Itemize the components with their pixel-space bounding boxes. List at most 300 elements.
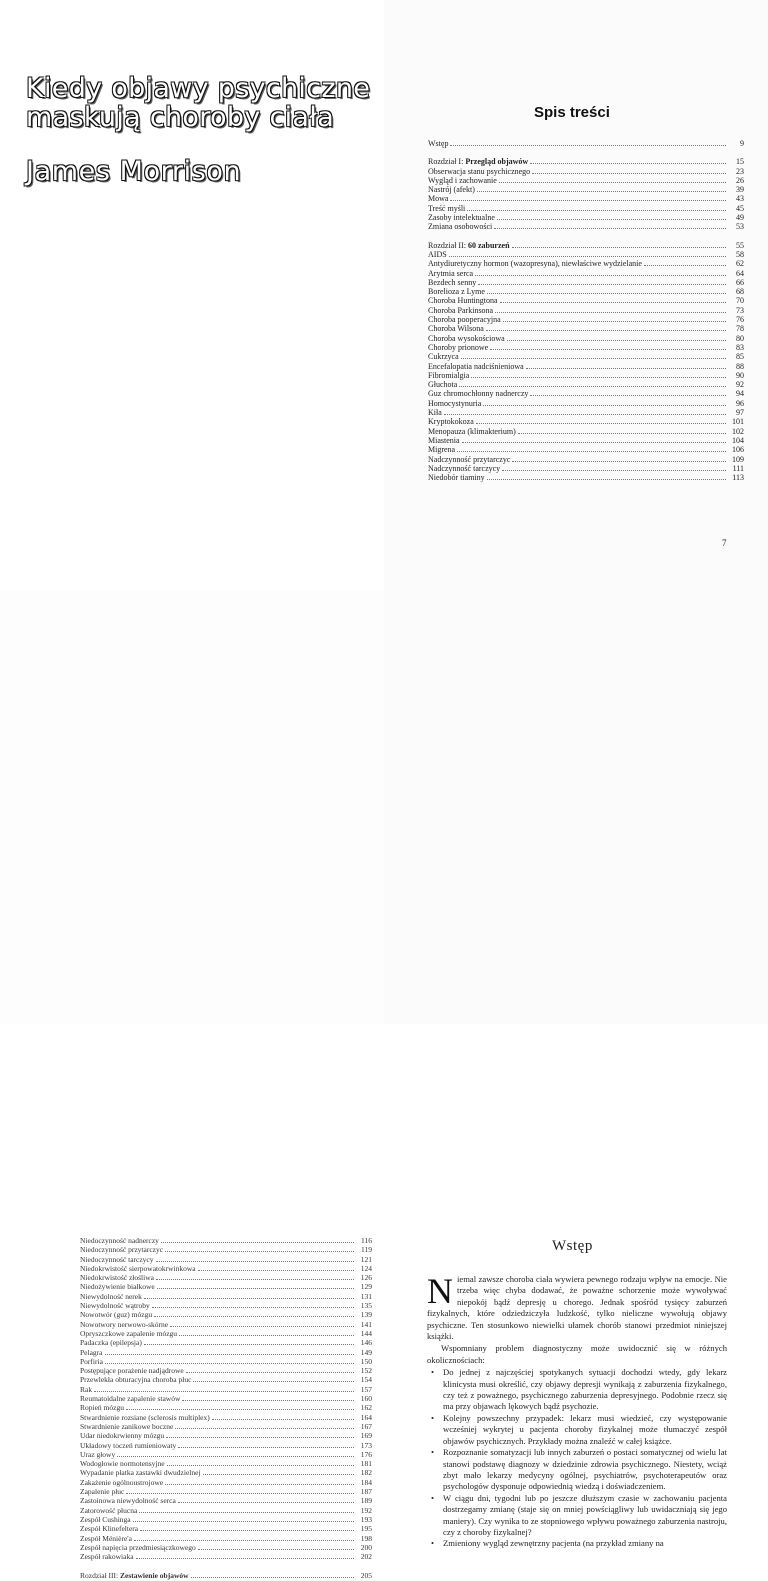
toc-entry [80,1422,372,1431]
toc-entry-page: 102 [732,426,744,436]
toc-entry [428,427,744,436]
toc-entry-title: Pelagra [80,1347,103,1357]
toc-entry-title: Niedoczynność tarczycy [80,1254,154,1264]
toc-entry [80,1496,372,1505]
toc-entry-title: Nadczynność tarczycy [428,463,501,473]
toc-entry-page: 94 [736,389,744,399]
toc-entry [80,1431,372,1440]
toc-entry-page: 45 [736,203,744,213]
toc-entry-page: 96 [736,398,744,408]
toc-entry-title: Niedobór tiaminy [428,473,485,483]
toc-entry-page: 101 [732,417,744,427]
toc-leader-dots [457,451,726,452]
toc-entry [428,222,744,231]
toc-entry-page: 167 [360,1421,372,1431]
book-title-line-1: Kiedy objawy psychiczne [26,73,371,104]
toc-leader-dots [117,1456,354,1457]
toc-entry [80,1487,372,1496]
toc-entry [80,1375,372,1384]
toc-entry-page: 124 [360,1263,372,1273]
toc-entry [80,1273,372,1282]
toc-leader-dots [144,1344,354,1345]
toc-entry-title: Choroba wysokościowa [428,333,505,343]
toc-entry [80,1301,372,1310]
toc-entry [80,1394,372,1403]
toc-heading: Spis treści [534,104,610,121]
toc-leader-dots [483,405,726,406]
toc-entry-page: 23 [736,166,744,176]
toc-entry-title: Padaczka (epilepsja) [80,1338,142,1348]
toc-leader-dots [198,1270,354,1271]
toc-leader-dots [126,1493,354,1494]
toc-entry-title: Niedoczynność nadnerczy [80,1236,159,1245]
toc-entry-page: 198 [360,1533,372,1543]
toc-entry-page: 104 [732,435,744,445]
toc-entry-page: 182 [360,1468,372,1478]
toc-entry [80,1348,372,1357]
toc-entry [428,399,744,408]
toc-entry-title: Migrena [428,445,456,455]
toc-leader-dots [503,321,726,322]
toc-entry-page: 62 [736,259,744,269]
toc-leader-dots [512,461,726,462]
toc-entry-title: Cukrzyca [428,352,459,362]
toc-entry [80,1329,372,1338]
toc-entry-title: Borelioza z Lyme [428,287,485,297]
toc-entry [428,445,744,454]
toc-leader-dots [487,293,726,294]
toc-leader-dots [494,228,726,229]
toc-leader-dots [532,173,726,174]
toc-entry-page: 68 [736,287,744,297]
toc-entry-page: 111 [732,463,744,473]
intro-paragraph-1-text: iemal zawsze choroba ciała wywiera pewnego rodzaju wpływ na emocje. Nie trzeba więc chyba dodawać, że poważne schorzenie może wywoływać niepokój bądź depresję u chorego. Jednak spośród tysięcy zaburzeń fizykalnych, które odziedziczyła ludzkość, tylko nieliczne wywołują objawy psychiczne. Ten stosunkowo niewielki ułamek chorób stanowi przedmiot niniejszej książki. [427,1274,727,1342]
drop-cap: N [427,1271,453,1311]
toc-entry-page: 144 [360,1328,372,1338]
toc-entry-page: 106 [732,445,744,455]
toc-leader-dots [444,414,726,415]
toc-entry-page: 129 [360,1282,372,1292]
toc-leader-dots [499,182,726,183]
toc-leader-dots [495,312,726,313]
toc-entry-title: Rozdział III: Zestawienie objawów [80,1571,189,1581]
toc-entry [80,1236,372,1245]
toc-entry-title: Wodogłowie normotensyjne [80,1459,165,1469]
toc-entry [80,1441,372,1450]
intro-bullet-list [427,1367,727,1550]
toc-leader-dots [471,377,726,378]
toc-entry-page: 160 [360,1394,372,1404]
page-number: 7 [722,538,727,548]
toc-entry [428,371,744,380]
toc-entry [428,389,744,398]
toc-leader-dots [644,265,726,266]
toc-leader-dots [461,358,726,359]
toc-leader-dots [526,368,726,369]
toc-entry-page: 39 [736,185,744,195]
toc-page [384,0,768,590]
toc-entry [428,139,744,148]
toc-leader-dots [450,145,726,146]
toc-entry-page: 83 [736,342,744,352]
toc-leader-dots [530,163,726,164]
toc-entry-title: Choroba Parkinsona [428,305,494,315]
toc-entry [428,334,744,343]
toc-entry-title: Antydiuretyczny hormon (wazopresyna), niewłaściwe wydzielanie [428,259,642,269]
toc-leader-dots [175,1428,354,1429]
toc-leader-dots [459,386,726,387]
toc-entry-title: Treść myśli [428,203,466,213]
toc-entry [428,269,744,278]
toc-entry [80,1468,372,1477]
toc-entry-title: Zespół rakowiaka [80,1552,134,1562]
toc-entry [80,1264,372,1273]
toc-leader-dots [490,349,726,350]
toc-entry [428,380,744,389]
toc-entry-title: Zastoinowa niewydolność serca [80,1496,176,1506]
toc-entry [428,250,744,259]
toc-entry-title: Rak [80,1384,93,1394]
toc-entry-page: 26 [736,175,744,185]
toc-entry [80,1292,372,1301]
toc-entry [80,1571,372,1580]
toc-entry-title: Zespół Ménière'a [80,1533,132,1543]
toc-entry [428,213,744,222]
toc-leader-dots [462,442,726,443]
toc-entry-page: 85 [736,352,744,362]
toc-entry-title: Choroba pooperacyjna [428,315,501,325]
toc-leader-dots [156,1261,354,1262]
toc-entry-page: 173 [360,1440,372,1450]
toc-leader-dots [105,1354,355,1355]
toc-entry-title: AIDS [428,249,447,259]
toc-leader-dots [144,1298,354,1299]
toc-entry-page: 97 [736,408,744,418]
toc-leader-dots [497,219,726,220]
toc-leader-dots [191,1577,354,1578]
toc-entry [80,1357,372,1366]
list-item: • Kolejny powszechny przypadek: lekarz musi wiedzieć, czy występowanie wcześniej wykrytej u pacjenta choroby fizykalnej może tłumaczyć zespół objawów psychicznych. Przykłady można znaleźć w całej książce. [437,1413,727,1447]
toc-entry [428,167,744,176]
toc-entry-title: Menopauza (klimakterium) [428,426,516,436]
toc-leader-dots [152,1307,354,1308]
toc-entry [428,464,744,473]
toc-entry [80,1506,372,1515]
toc-entry-page: 150 [360,1356,372,1366]
toc-entry-title: Zmiana osobowości [428,222,493,232]
toc-entry [80,1515,372,1524]
toc-leader-dots [126,1409,354,1410]
toc-entry-title: Zespół Klinefeltera [80,1524,139,1534]
toc-entry-title: Uraz głowy [80,1449,116,1459]
toc-entry-page: 181 [360,1459,372,1469]
toc-entry-page: 202 [360,1552,372,1562]
toc-entry [80,1478,372,1487]
toc-entry-page: 76 [736,315,744,325]
toc-entry-page: 164 [360,1412,372,1422]
toc-entry-title: Arytmia serca [428,268,474,278]
toc-leader-dots [154,1316,354,1317]
toc-entry-title: Niedokrwistość złośliwa [80,1273,154,1283]
toc-entry-title: Rozdział I: Przegląd objawów [428,157,529,167]
toc-entry-title: Układowy toczeń rumieniowaty [80,1440,177,1450]
toc-entry [428,362,744,371]
list-item: • W ciągu dni, tygodni lub po jeszcze dłuższym czasie w zachowaniu pacjenta dostrzegamy zmianę (staje się on mniej powściągliwy lub uwidaczniają się jego maniery). Czy wynika to ze stopniowego wpływu poważnego zaburzenia nastroju, czy z choroby fizykalnej? [437,1493,727,1539]
toc-entry-page: 9 [740,139,744,148]
toc-entry-page: 205 [360,1571,372,1581]
toc-entry-page: 141 [360,1319,372,1329]
toc-entry [80,1245,372,1254]
toc-entry-title: Niewydolność nerek [80,1291,142,1301]
toc-entry-page: 78 [736,324,744,334]
toc-leader-dots [134,1540,354,1541]
toc-entry-page: 135 [360,1301,372,1311]
toc-entry [428,306,744,315]
toc-entry-title: Niedokrwistość sierpowatokrwinkowa [80,1263,196,1273]
toc-leader-dots [140,1530,354,1531]
toc-entry [428,287,744,296]
toc-entry [80,1543,372,1552]
toc-entry-title: Choroba Wilsona [428,324,484,334]
toc-entry-page: 73 [736,305,744,315]
toc-entry-page: 90 [736,370,744,380]
toc-entry [428,315,744,324]
toc-leader-dots [450,200,726,201]
toc-entry-title: Niewydolność wątroby [80,1301,150,1311]
toc-leader-dots [161,1242,354,1243]
toc-entry [80,1413,372,1422]
toc-entry [428,241,744,250]
toc-continued-page [0,590,384,1581]
toc-entry [80,1310,372,1319]
toc-entry-page: 119 [361,1245,372,1255]
toc-entry-title: Stwardnienie rozsiane (sclerosis multiplex) [80,1412,210,1422]
toc-entry-page: 109 [732,454,744,464]
toc-entry-page: 149 [360,1347,372,1357]
toc-entry [428,417,744,426]
toc-entry-title: Zatorowość płucna [80,1505,138,1515]
toc-entry-title: Głuchota [428,380,458,390]
toc-entry [428,194,744,203]
toc-entry-title: Udar niedokrwienny mózgu [80,1431,165,1441]
toc-leader-dots [182,1400,354,1401]
book-author: James Morrison [26,156,242,187]
list-item: • Do jednej z najczęściej spotykanych sytuacji dochodzi wtedy, gdy lekarz klinicysta musi określić, czy objawy depresji wynikają z zaburzenia fizykalnego, czy też z poważnego, psychicznego zaburzenia depresyjnego. Podobnie rzecz się ma przy objawach lękowych bądź psychozie. [437,1367,727,1413]
toc-leader-dots [212,1419,354,1420]
toc-entry-title: Wstęp [428,139,449,148]
intro-paragraph-2: Wspomniany problem diagnostyczny może uwidocznić się w różnych okolicznościach: [427,1343,727,1365]
book-title [26,74,376,132]
toc-leader-dots [94,1391,354,1392]
toc-entry-page: 152 [360,1366,372,1376]
toc-leader-dots [165,1251,354,1252]
toc-entry-page: 92 [736,380,744,390]
toc-leader-dots [139,1512,354,1513]
toc-entry-title: Bezdech senny [428,277,477,287]
toc-entry-title: Przewlekła obturacyjna choroba płuc [80,1375,192,1385]
toc-entry-page: 113 [732,473,744,483]
toc-entry [80,1534,372,1543]
toc-entry-title: Rozdział II: 60 zaburzeń [428,240,510,250]
toc-list [428,139,744,482]
toc-entry-page: 189 [360,1496,372,1506]
toc-entry-title: Homocystynuria [428,398,482,408]
toc-leader-dots [476,423,726,424]
toc-leader-dots [512,247,726,248]
toc-entry [428,157,744,166]
toc-entry [80,1255,372,1264]
toc-entry [80,1403,372,1412]
toc-entry-page: 193 [360,1514,372,1524]
toc-entry-page: 192 [360,1505,372,1515]
book-title-line-2: maskują choroby ciała [26,102,335,133]
toc-leader-dots [178,1502,354,1503]
toc-entry-title: Kiła [428,408,442,418]
toc-entry-page: 66 [736,277,744,287]
toc-leader-dots [198,1549,354,1550]
toc-leader-dots [186,1372,354,1373]
toc-entry-title: Niedożywienie białkowe [80,1282,155,1292]
toc-entry-title: Choroby prionowe [428,342,489,352]
toc-entry-page: 58 [736,249,744,259]
toc-entry-title: Obserwacja stanu psychicznego [428,166,531,176]
toc-entry-title: Ropień mózgu [80,1403,124,1413]
toc-entry-page: 121 [360,1254,372,1264]
toc-entry-title: Nowotwory nerwowo-skórne [80,1319,169,1329]
toc-leader-dots [487,479,726,480]
toc-leader-dots [136,1558,354,1559]
toc-entry-title: Guz chromochłonny nadnerczy [428,389,529,399]
toc-list-continued [80,1236,372,1581]
toc-entry [80,1459,372,1468]
toc-entry-page: 116 [361,1236,372,1245]
toc-entry [80,1385,372,1394]
toc-entry-title: Miastenia [428,435,460,445]
toc-entry-title: Nadczynność przytarczyc [428,454,511,464]
toc-leader-dots [486,330,726,331]
toc-entry-page: 131 [360,1291,372,1301]
toc-entry-page: 195 [360,1524,372,1534]
toc-leader-dots [170,1326,354,1327]
list-item: • Zmieniony wygląd zewnętrzny pacjenta (na przykład zmiany na [437,1538,727,1549]
toc-entry-title: Encefalopatia nadciśnieniowa [428,361,524,371]
intro-paragraph-1 [427,1271,727,1342]
toc-entry-page: 162 [360,1403,372,1413]
toc-entry-title: Postępujące porażenie nadjądrowe [80,1366,184,1376]
toc-leader-dots [157,1288,354,1289]
intro-body [427,1271,727,1550]
toc-entry-title: Nowotwór (guz) mózgu [80,1310,153,1320]
toc-leader-dots [507,340,726,341]
toc-entry-title: Reumatoidalne zapalenie stawów [80,1394,181,1404]
toc-entry-title: Zapalenie płuc [80,1487,125,1497]
toc-entry [80,1320,372,1329]
toc-entry-page: 157 [360,1384,372,1394]
toc-entry-title: Nastrój (afekt) [428,185,475,195]
toc-entry [428,296,744,305]
toc-leader-dots [530,395,726,396]
toc-entry [428,185,744,194]
toc-leader-dots [478,284,726,285]
toc-entry-page: 200 [360,1542,372,1552]
toc-entry-page: 88 [736,361,744,371]
toc-entry-title: Zespół napięcia przedmiesiączkowego [80,1542,196,1552]
intro-title: Wstęp [552,1238,593,1254]
toc-entry [80,1524,372,1533]
toc-entry-title: Fibromialgia [428,370,470,380]
toc-leader-dots [166,1437,354,1438]
toc-leader-dots [475,275,726,276]
toc-entry [428,352,744,361]
toc-entry [428,324,744,333]
toc-entry-page: 146 [360,1338,372,1348]
toc-entry-title: Zespół Cushinga [80,1514,131,1524]
toc-entry [80,1450,372,1459]
toc-entry [428,408,744,417]
toc-entry-page: 55 [736,240,744,250]
toc-leader-dots [500,302,726,303]
toc-entry [80,1366,372,1375]
toc-leader-dots [193,1381,354,1382]
toc-entry-page: 139 [360,1310,372,1320]
toc-entry [428,473,744,482]
toc-entry-title: Zakażenie ogólnoustrojowe [80,1477,164,1487]
toc-leader-dots [477,191,726,192]
toc-entry-page: 64 [736,268,744,278]
toc-leader-dots [156,1279,354,1280]
toc-entry [80,1282,372,1291]
toc-entry-page: 184 [360,1477,372,1487]
toc-leader-dots [105,1363,354,1364]
toc-entry [428,259,744,268]
toc-leader-dots [179,1335,354,1336]
toc-leader-dots [502,470,726,471]
toc-leader-dots [133,1521,354,1522]
toc-entry-page: 15 [736,157,744,167]
toc-entry [428,455,744,464]
toc-leader-dots [203,1474,354,1475]
toc-entry [428,278,744,287]
toc-entry-page: 126 [360,1273,372,1283]
toc-leader-dots [467,210,726,211]
cover-page [0,0,384,590]
toc-entry-page: 53 [736,222,744,232]
toc-entry-page: 49 [736,213,744,223]
toc-entry-page: 154 [360,1375,372,1385]
toc-entry-title: Niedoczynność przytarczyc [80,1245,164,1255]
toc-leader-dots [178,1447,354,1448]
toc-entry-title: Mowa [428,194,449,204]
toc-entry-title: Wygląd i zachowanie [428,175,497,185]
toc-entry-title: Choroba Huntingtona [428,296,498,306]
toc-entry-title: Zasoby intelektualne [428,213,495,223]
toc-entry [80,1338,372,1347]
toc-leader-dots [167,1465,354,1466]
toc-entry-page: 169 [360,1431,372,1441]
toc-entry-title: Opryszczkowe zapalenie mózgu [80,1328,178,1338]
toc-entry [428,343,744,352]
toc-entry-page: 187 [360,1487,372,1497]
toc-leader-dots [449,256,726,257]
toc-leader-dots [165,1484,354,1485]
toc-entry-page: 43 [736,194,744,204]
toc-entry-title: Kryptokokoza [428,417,474,427]
toc-leader-dots [518,433,726,434]
toc-entry-page: 80 [736,333,744,343]
toc-entry-title: Porfiria [80,1356,103,1366]
toc-entry-title: Stwardnienie zanikowe boczne [80,1421,174,1431]
intro-page [384,590,768,1549]
